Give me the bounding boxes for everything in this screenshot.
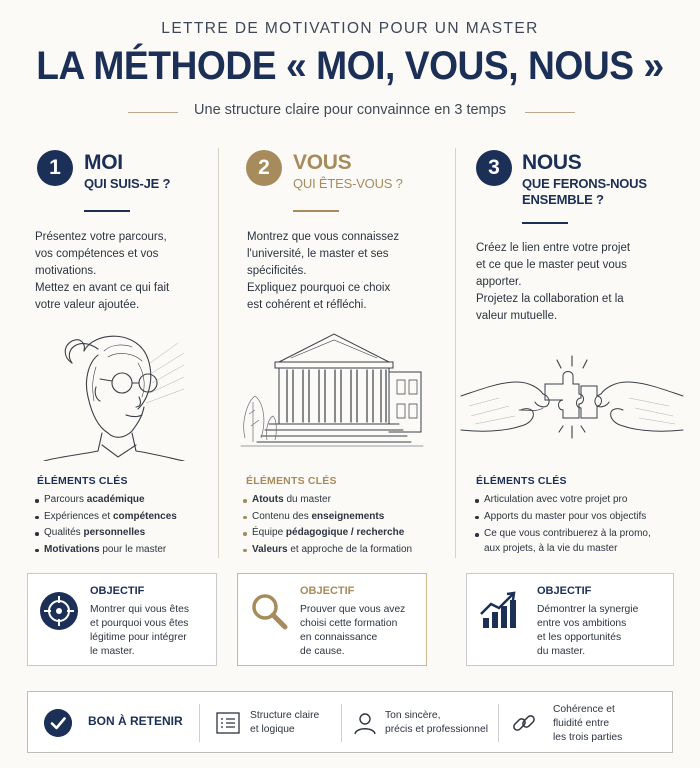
link-icon bbox=[511, 710, 537, 736]
takeaway-text: Ton sincère, précis et professionnel bbox=[385, 710, 489, 735]
objective-title: OBJECTIF bbox=[300, 585, 355, 597]
divider bbox=[498, 704, 499, 742]
column-subtitle: QUI ÊTES-VOUS ? bbox=[293, 176, 403, 191]
page-title: LA MÉTHODE « MOI, VOUS, NOUS » bbox=[36, 44, 664, 88]
key-elements-list bbox=[243, 492, 458, 558]
university-building-illustration bbox=[239, 328, 425, 452]
growth-chart-icon bbox=[477, 590, 519, 632]
column-nous bbox=[473, 148, 695, 568]
column-title: VOUS bbox=[293, 151, 352, 174]
key-elements-title: ÉLÉMENTS CLÉS bbox=[37, 475, 128, 487]
key-element-item: Ce que vous contribuerez à la promo, aux projets, à la vie du master bbox=[475, 526, 693, 556]
key-element-item: Parcours académique bbox=[35, 492, 250, 509]
key-element-item: Motivations pour le master bbox=[35, 542, 250, 559]
magnifier-icon bbox=[248, 590, 290, 632]
column-text: Présentez votre parcours, vos compétences et vos motivations. Mettez en avant ce qui fait votre valeur ajoutée. bbox=[35, 231, 170, 311]
takeaway-text: Cohérence et fluidité entre les trois parties bbox=[553, 704, 623, 743]
column-subtitle: QUE FERONS-NOUS ENSEMBLE ? bbox=[522, 176, 647, 207]
column-vous bbox=[237, 148, 459, 568]
key-takeaways-bar bbox=[27, 691, 673, 753]
key-element-item: Atouts du master bbox=[243, 492, 458, 509]
target-icon bbox=[38, 590, 80, 632]
objective-title: OBJECTIF bbox=[90, 585, 145, 597]
key-element-item: Qualités personnelles bbox=[35, 525, 250, 542]
key-elements-title: ÉLÉMENTS CLÉS bbox=[476, 475, 567, 487]
column-text: Montrez que vous connaissez l'université, le master et ses spécificités. Expliquez pourquoi ce choix est cohérent et réfléchi. bbox=[247, 231, 400, 311]
column-text: Créez le lien entre votre projet et ce que le master peut vous apporter. Projetez la collaboration et la valeur mutuelle. bbox=[476, 242, 631, 322]
takeaways-title: BON À RETENIR bbox=[88, 714, 183, 728]
key-element-item: Équipe pédagogique / recherche bbox=[243, 525, 458, 542]
objective-box-nous bbox=[466, 573, 674, 666]
page-kicker: LETTRE DE MOTIVATION POUR UN MASTER bbox=[161, 20, 539, 37]
key-element-item: Articulation avec votre projet pro bbox=[475, 492, 693, 509]
objective-text: Démontrer la synergie entre vos ambitions et les opportunités du master. bbox=[537, 604, 639, 657]
column-title: MOI bbox=[84, 151, 123, 174]
column-rule bbox=[84, 210, 130, 212]
objective-text: Prouver que vous avez choisi cette formation en connaissance de cause. bbox=[300, 604, 406, 657]
key-element-item: Valeurs et approche de la formation bbox=[243, 542, 458, 559]
column-moi bbox=[0, 148, 222, 568]
column-title: NOUS bbox=[522, 151, 582, 174]
objective-text: Montrer qui vous êtes et pourquoi vous êtes légitime pour intégrer le master. bbox=[90, 604, 190, 657]
subtitle-rule-right bbox=[525, 112, 575, 113]
step-number-badge: 2 bbox=[246, 150, 282, 186]
page-subtitle: Une structure claire pour convainnce en 3 temps bbox=[194, 102, 506, 118]
objective-box-moi bbox=[27, 573, 217, 666]
key-element-item: Contenu des enseignements bbox=[243, 509, 458, 526]
list-icon bbox=[215, 710, 241, 736]
key-element-item: Expériences et compétences bbox=[35, 509, 250, 526]
objective-title: OBJECTIF bbox=[537, 585, 592, 597]
divider bbox=[341, 704, 342, 742]
woman-portrait-illustration bbox=[38, 323, 188, 461]
subtitle-row bbox=[0, 102, 700, 122]
column-subtitle: QUI SUIS-JE ? bbox=[84, 176, 171, 191]
step-number-badge: 1 bbox=[37, 150, 73, 186]
key-elements-list bbox=[35, 492, 250, 558]
column-rule bbox=[293, 210, 339, 212]
hands-puzzle-illustration bbox=[459, 346, 685, 446]
takeaway-text: Structure claire et logique bbox=[250, 710, 320, 735]
key-element-item: Apports du master pour vos objectifs bbox=[475, 509, 693, 526]
step-number-badge: 3 bbox=[476, 150, 512, 186]
key-elements-list bbox=[475, 492, 693, 556]
check-icon bbox=[44, 709, 72, 737]
objective-box-vous bbox=[237, 573, 427, 666]
person-icon bbox=[352, 710, 378, 736]
divider bbox=[199, 704, 200, 742]
key-elements-title: ÉLÉMENTS CLÉS bbox=[246, 475, 337, 487]
column-rule bbox=[522, 222, 568, 224]
